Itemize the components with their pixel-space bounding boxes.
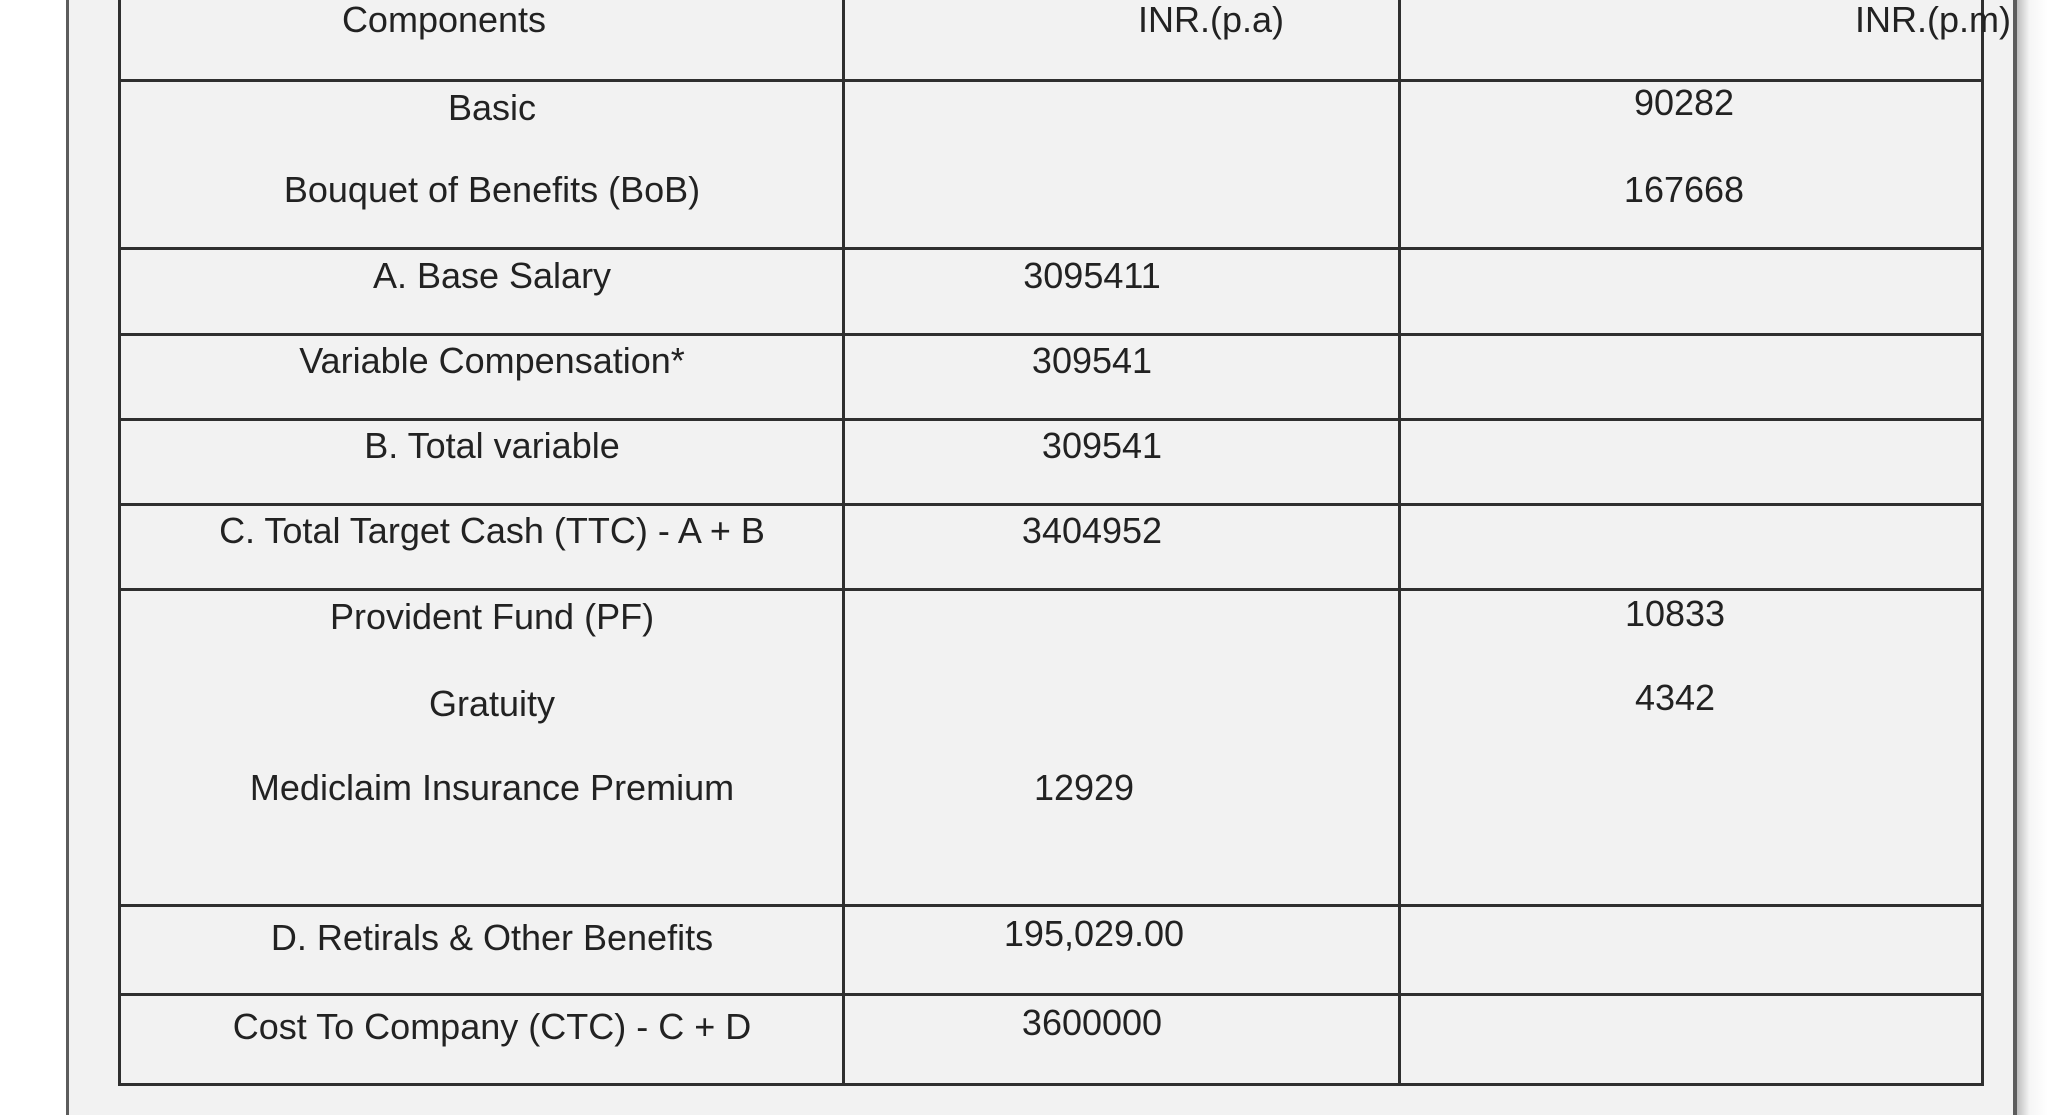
provident-fund-pm-value: 10833 xyxy=(1624,593,1726,634)
component-bob: Bouquet of Benefits (BoB) xyxy=(283,169,701,210)
component-gratuity: Gratuity xyxy=(428,683,556,724)
gratuity-pm-value: 4342 xyxy=(1634,677,1716,718)
page-shadow xyxy=(2017,0,2048,1115)
basic-pm-value: 90282 xyxy=(1633,82,1735,123)
row-divider xyxy=(118,333,1984,336)
header-inr-per-annum: INR.(p.a) xyxy=(1137,0,1285,40)
column-divider-2 xyxy=(1398,0,1401,1086)
base-salary-pa-value: 3095411 xyxy=(1023,255,1161,296)
variable-compensation-pa-value: 309541 xyxy=(1031,340,1153,381)
salary-components-table xyxy=(118,0,2011,1086)
component-total-variable: B. Total variable xyxy=(364,425,620,466)
total-target-cash-pa-value: 3404952 xyxy=(1021,510,1163,551)
column-divider-1 xyxy=(842,0,845,1086)
bob-pm-value: 167668 xyxy=(1623,169,1745,210)
mediclaim-pa-value: 12929 xyxy=(1033,767,1135,808)
header-components: Components xyxy=(341,0,547,40)
header-inr-per-month: INR.(p.m) xyxy=(1855,0,2011,40)
component-provident-fund: Provident Fund (PF) xyxy=(329,596,655,637)
component-variable-compensation: Variable Compensation* xyxy=(299,340,685,381)
row-divider xyxy=(118,247,1984,250)
total-variable-pa-value: 309541 xyxy=(1041,425,1163,466)
row-divider xyxy=(118,503,1984,506)
row-divider xyxy=(118,904,1984,907)
component-retirals: D. Retirals & Other Benefits xyxy=(270,917,714,958)
table-border-left xyxy=(118,0,121,1086)
component-ctc: Cost To Company (CTC) - C + D xyxy=(232,1006,752,1047)
row-divider xyxy=(118,588,1984,591)
retirals-pa-value: 195,029.00 xyxy=(1003,913,1185,954)
row-divider xyxy=(118,418,1984,421)
component-mediclaim: Mediclaim Insurance Premium xyxy=(249,767,735,808)
component-total-target-cash: C. Total Target Cash (TTC) - A + B xyxy=(219,510,765,551)
component-base-salary: A. Base Salary xyxy=(372,255,612,296)
component-basic: Basic xyxy=(447,87,537,128)
table-border-bottom xyxy=(118,1083,1984,1086)
ctc-pa-value: 3600000 xyxy=(1021,1002,1163,1043)
row-divider xyxy=(118,993,1984,996)
table-border-right xyxy=(1981,0,1984,1086)
